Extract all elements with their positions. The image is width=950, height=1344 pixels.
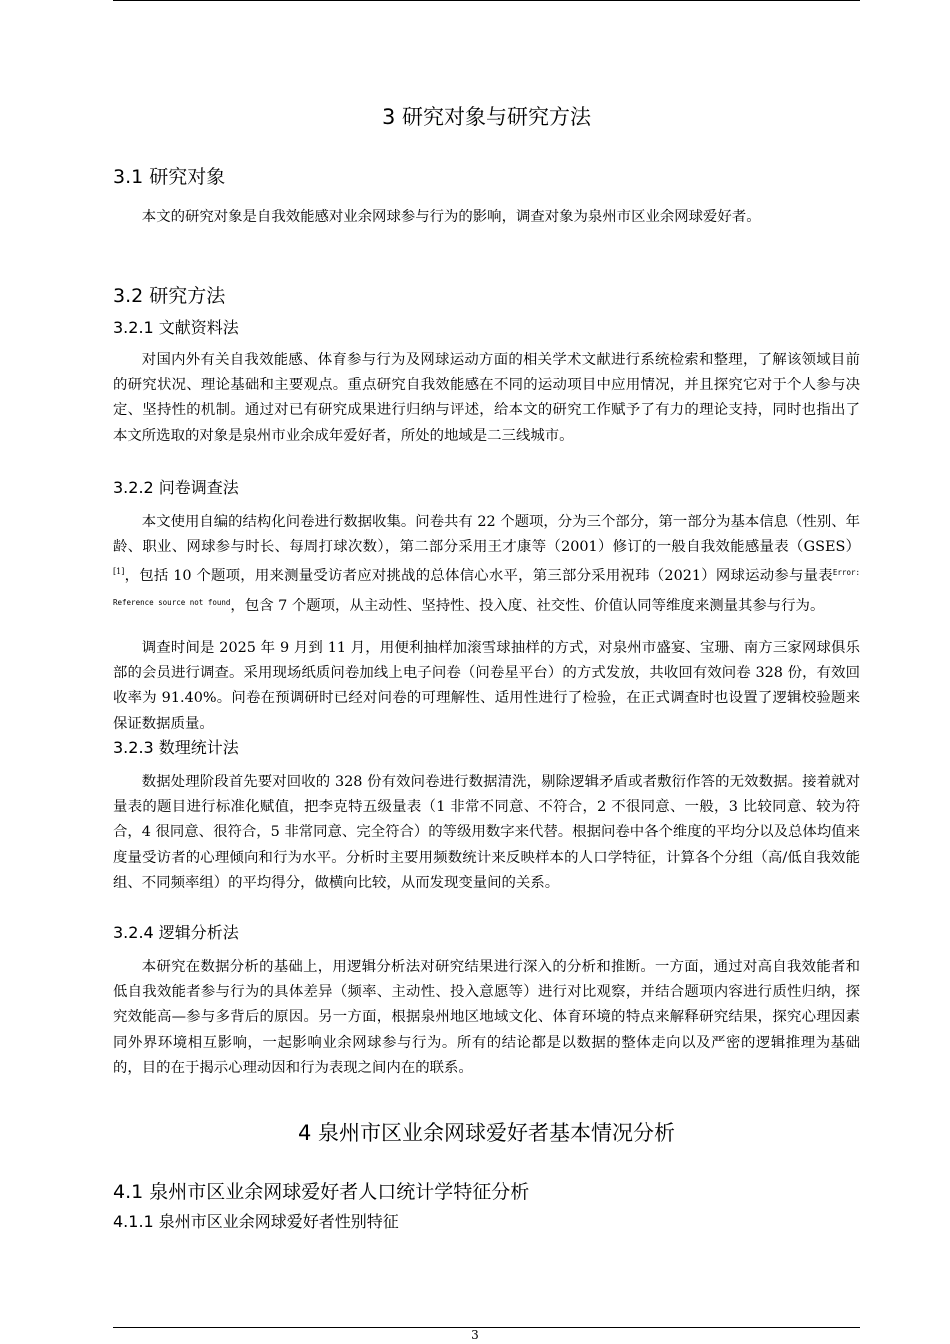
section-3-2-2-heading: 3.2.2 问卷调查法 [113,478,239,497]
page-number: 3 [471,1328,479,1342]
section-3-1-paragraph: 本文的研究对象是自我效能感对业余网球参与行为的影响，调查对象为泉州市区业余网球爱好者。 [141,209,761,225]
section-3-2-3-paragraph: 数据处理阶段首先要对回收的 328 份有效问卷进行数据清洗，剔除逻辑矛盾或者敷衍作答的无效数据。接着就对量表的题目进行标准化赋值，把李克特五级量表（1 非常不同意、不符合，2 不很同意、一般，3 比较同意、较为符合，4 很同意、很符合，5 非常同意、完全符合）的等级用数字来代替。根据问卷中各个维度的平均分以及总体均值来度量受访者的心理倾向和行为水平。分析时主要用频数统计来反映样本的人口学特征，计算各个分组（高/低自我效能组、不同频率组）的平均得分，做横向比较，从而发现变量间的关系。 [113,774,860,891]
section-3-2-2-paragraph-1 [113,510,860,619]
section-3-2-3-heading: 3.2.3 数理统计法 [113,738,239,757]
section-4-1-heading: 4.1 泉州市区业余网球爱好者人口统计学特征分析 [113,1181,530,1203]
paragraph-text: ，包括 10 个题项，用来测量受访者应对挑战的总体信心水平，第三部分采用祝玮（2021）网球运动参与量表 [124,568,833,585]
section-3-2-heading: 3.2 研究方法 [113,285,226,307]
section-3-2-4-heading: 3.2.4 逻辑分析法 [113,923,239,942]
reference-error: Error: Reference source not found [113,568,860,607]
section-3-2-2-paragraph-2: 调查时间是 2025 年 9 月到 11 月，用便利抽样加滚雪球抽样的方式，对泉州市盛宴、宝珊、南方三家网球俱乐部的会员进行调查。采用现场纸质问卷加线上电子问卷（问卷星平台）的方式发放，共收回有效问卷 328 份，有效回收率为 91.40%。问卷在预调研时已经对问卷的可理解性、适用性进行了检验，在正式调查时也设置了逻辑校验题来保证数据质量。 [113,640,860,732]
paragraph-text: 本文使用自编的结构化问卷进行数据收集。问卷共有 22 个题项，分为三个部分，第一部分为基本信息（性别、年龄、职业、网球参与时长、每周打球次数），第二部分采用王才康等（2001）修订的一般自我效能感量表（GSES） [113,514,861,556]
section-4-1-1-heading: 4.1.1 泉州市区业余网球爱好者性别特征 [113,1212,399,1231]
section-3-2-4-paragraph: 本研究在数据分析的基础上，用逻辑分析法对研究结果进行深入的分析和推断。一方面，通过对高自我效能者和低自我效能者参与行为的具体差异（频率、主动性、投入意愿等）进行对比观察，并结合题项内容进行质性归纳，探究效能高—参与多背后的原因。另一方面，根据泉州地区地域文化、体育环境的特点来解释研究结果，探究心理因素同外界环境相互影响，一起影响业余网球参与行为。所有的结论都是以数据的整体走向以及严密的逻辑推理为基础的，目的在于揭示心理动因和行为表现之间内在的联系。 [113,959,860,1076]
section-3-2-1-heading: 3.2.1 文献资料法 [113,318,239,337]
section-3-2-1-paragraph: 对国内外有关自我效能感、体育参与行为及网球运动方面的相关学术文献进行系统检索和整理，了解该领域目前的研究状况、理论基础和主要观点。重点研究自我效能感在不同的运动项目中应用情况，并且探究它对于个人参与决定、坚持性的机制。通过对已有研究成果进行归纳与评述，给本文的研究工作赋予了有力的理论支持，同时也指出了本文所选取的对象是泉州市业余成年爱好者，所处的地域是二三线城市。 [113,352,860,444]
chapter-3-heading: 3 研究对象与研究方法 [381,105,592,129]
header-rule [113,0,860,1]
section-3-1-heading: 3.1 研究对象 [113,166,226,188]
paragraph-text: ，包含 7 个题项，从主动性、坚持性、投入度、社交性、价值认同等维度来测量其参与行为。 [230,597,825,614]
citation-ref: [1] [113,567,125,577]
chapter-4-heading: 4 泉州市区业余网球爱好者基本情况分析 [297,1121,676,1145]
